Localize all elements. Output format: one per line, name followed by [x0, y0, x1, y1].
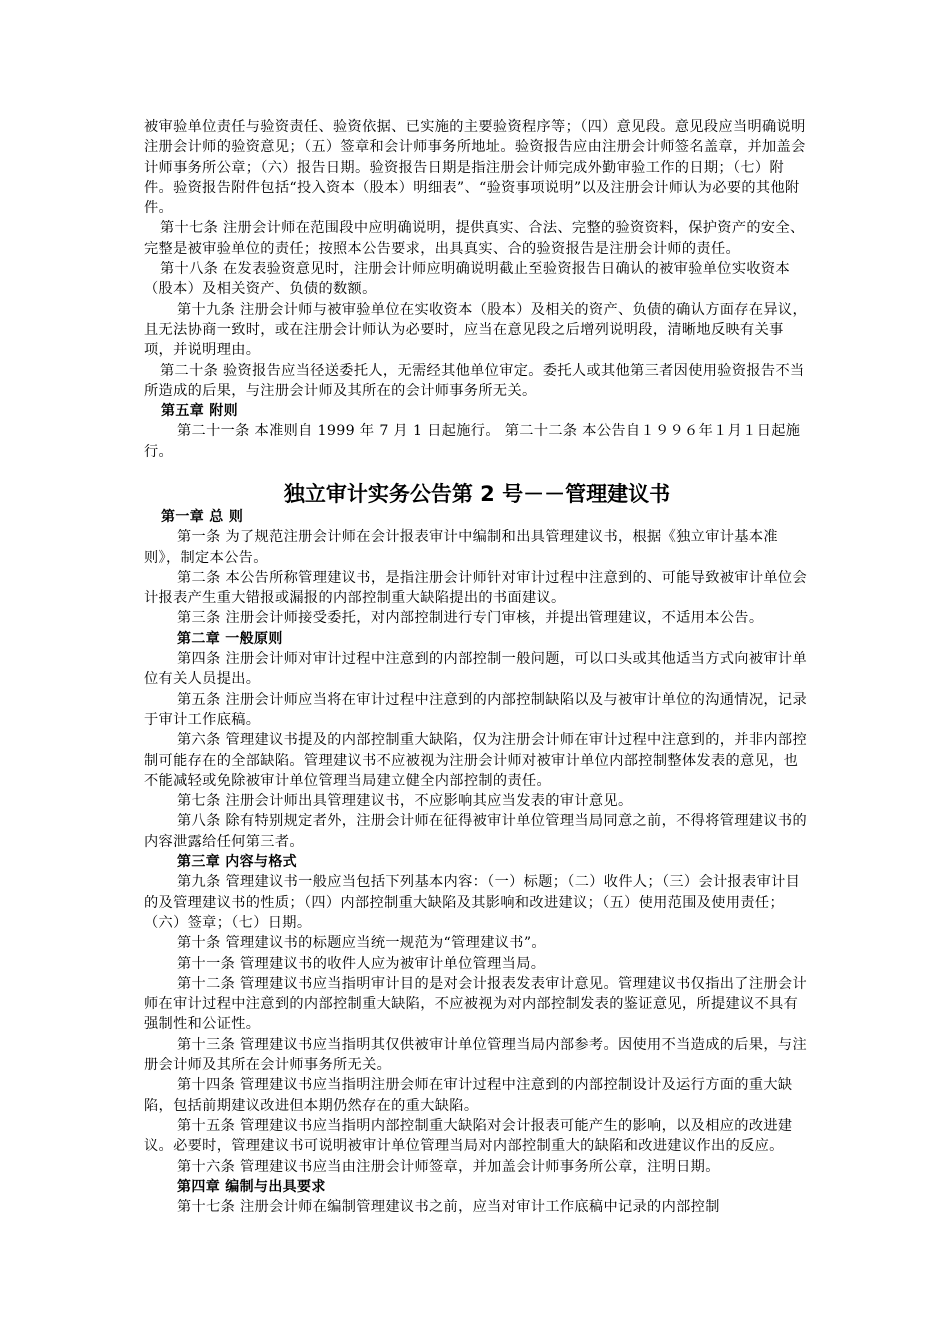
- article-15: 第十五条 管理建议书应当指明内部控制重大缺陷对会计报表可能产生的影响，以及相应的改进建议。必要时，管理建议书可说明被审计单位管理当局对内部控制重大的缺陷和改进建议作出的反应。: [144, 1117, 793, 1155]
- section-management-letter: [144, 507, 810, 1217]
- article-1: 第一条 为了规范注册会计师在会计报表审计中编制和出具管理建议书，根据《独立审计基本准则》，制定本公告。: [144, 529, 778, 566]
- articles-21-22: 第二十一条 本准则自 1999 年 7 月 1 日起施行。 第二十二条 本公告自１９９６年１月１日起施行。: [144, 423, 801, 460]
- article-16: 第十六条 管理建议书应当由注册会计师签章，并加盖会计师事务所公章，注明日期。: [177, 1158, 720, 1175]
- chapter-5-heading: 第五章 附则: [161, 403, 238, 420]
- announcement-title: 独立审计实务公告第 2 号－－管理建议书: [283, 482, 671, 506]
- paragraph-report-contents: 被审验单位责任与验资责任、验资依据、已实施的主要验资程序等；（四）意见段。意见段应当明确说明注册会计师的验资意见；（五）签章和会计师事务所地址。验资报告应由注册会计师签名盖章，并加盖会计师事务所公章；（六）报告日期。验资报告日期是指注册会计师完成外勤审验工作的日期；（七）附件。验资报告附件包括“投入资本（股本）明细表”、“验资事项说明”以及注册会计师认为必要的其他附件。: [144, 119, 806, 217]
- article-2: 第二条 本公告所称管理建议书，是指注册会计师针对审计过程中注意到的、可能导致被审计单位会计报表产生重大错报或漏报的内部控制重大缺陷提出的书面建议。: [144, 569, 807, 607]
- article-19: 第十九条 注册会计师与被审验单位在实收资本（股本）及相关的资产、负债的确认方面存在异议，且无法协商一致时，或在注册会计师认为必要时，应当在意见段之后增列说明段，清晰地反映有关事项，并说明理由。: [144, 301, 807, 359]
- article-12: 第十二条 管理建议书应当指明审计目的是对会计报表发表审计意见。管理建议书仅指出了注册会计师在审计过程中注意到的内部控制重大缺陷，不应被视为对内部控制发表的鉴证意见，所提建议不具有强制性和公证性。: [144, 975, 807, 1033]
- article-4: 第四条 注册会计师对审计过程中注意到的内部控制一般问题，可以口头或其他适当方式向被审计单位有关人员提出。: [144, 651, 807, 688]
- section-verification-report-end: [144, 117, 810, 462]
- chapter-2-heading: 第二章 一般原则: [177, 630, 283, 647]
- article-9: 第九条 管理建议书一般应当包括下列基本内容：（一）标题；（二）收件人；（三）会计报表审计目的及管理建议书的性质；（四）内部控制重大缺陷及其影响和改进建议；（五）使用范围及使用责任；（六）签章；（七）日期。: [144, 874, 801, 931]
- chapter-3-heading: 第三章 内容与格式: [177, 854, 298, 871]
- article-18: 第十八条 在发表验资意见时，注册会计师应明确说明截止至验资报告日确认的被审验单位实收资本（股本）及相关资产、负债的数额。: [144, 261, 790, 298]
- article-14: 第十四条 管理建议书应当指明注册会师在审计过程中注意到的内部控制设计及运行方面的重大缺陷，包括前期建议改进但本期仍然存在的重大缺陷。: [144, 1077, 793, 1114]
- article-17: 第十七条 注册会计师在范围段中应明确说明，提供真实、合法、完整的验资资料，保护资产的安全、完整是被审验单位的责任；按照本公告要求，出具真实、合的验资报告是注册会计师的责任。: [144, 220, 805, 257]
- article-17-management: 第十七条 注册会计师在编制管理建议书之前，应当对审计工作底稿中记录的内部控制: [177, 1199, 720, 1216]
- article-8: 第八条 除有特别规定者外，注册会计师在征得被审计单位管理当局同意之前，不得将管理建议书的内容泄露给任何第三者。: [144, 813, 807, 850]
- article-10: 第十条 管理建议书的标题应当统一规范为“管理建议书”。: [177, 935, 546, 952]
- article-11: 第十一条 管理建议书的收件人应为被审计单位管理当局。: [177, 955, 546, 972]
- article-5: 第五条 注册会计师应当将在审计过程中注意到的内部控制缺陷以及与被审计单位的沟通情况，记录于审计工作底稿。: [144, 691, 807, 728]
- chapter-1-heading: 第一章 总 则: [161, 509, 244, 525]
- article-20: 第二十条 验资报告应当径送委托人，无需经其他单位审定。委托人或其他第三者因使用验资报告不当所造成的后果，与注册会计师及其所在的会计师事务所无关。: [144, 362, 805, 399]
- article-13: 第十三条 管理建议书应当指明其仅供被审计单位管理当局内部参考。因使用不当造成的后果，与注册会计师及其所在会计师事务所无关。: [144, 1036, 807, 1074]
- article-7: 第七条 注册会计师出具管理建议书，不应影响其应当发表的审计意见。: [177, 793, 633, 810]
- chapter-4-heading: 第四章 编制与出具要求: [177, 1178, 326, 1195]
- article-3: 第三条 注册会计师接受委托，对内部控制进行专门审核，并提出管理建议，不适用本公告。: [177, 610, 764, 627]
- article-6: 第六条 管理建议书提及的内部控制重大缺陷，仅为注册会计师在审计过程中注意到的，并非内部控制可能存在的全部缺陷。管理建议书不应被视为注册会计师对被审计单位内部控制整体发表的意见，也不能减轻或免除被审计单位管理当局建立健全内部控制的责任。: [144, 732, 807, 789]
